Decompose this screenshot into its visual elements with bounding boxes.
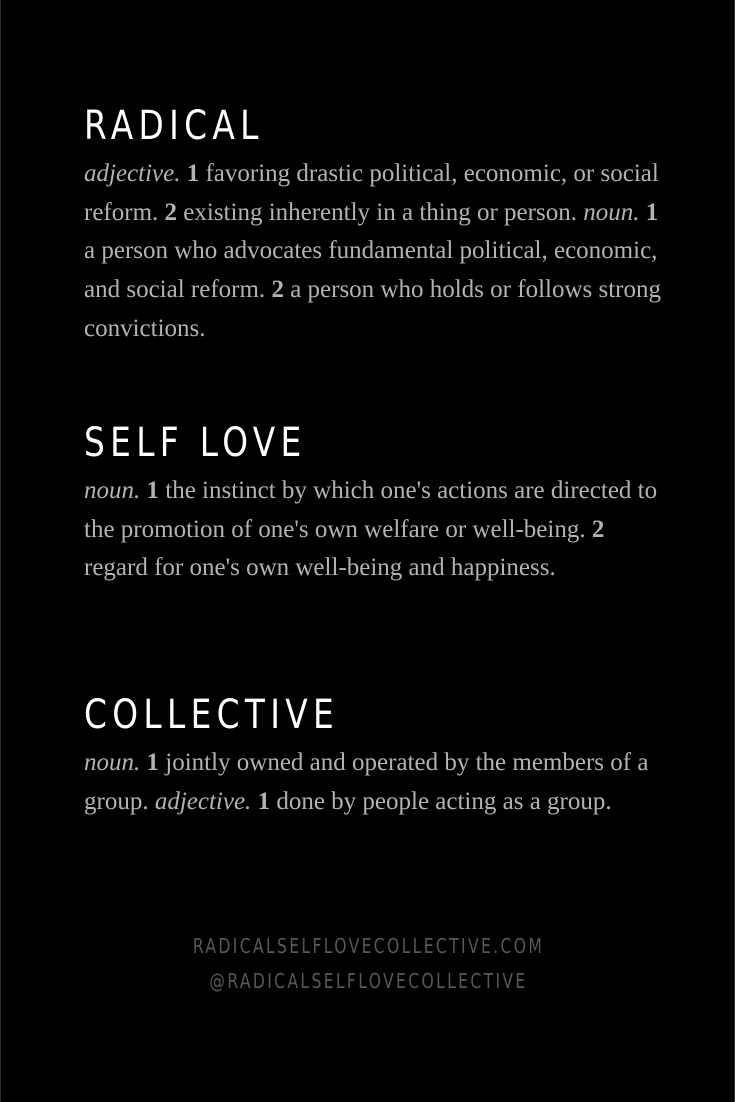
sense-number: 1 (146, 749, 159, 776)
definition-text: the instinct by which one's actions are directed to the promotion of one's own welfare or well-being. (84, 477, 658, 543)
definition-text: existing inherently in a thing or person. (177, 198, 584, 226)
part-of-speech: noun. (84, 477, 141, 504)
sense-number: 2 (591, 515, 605, 543)
entry-self-love (84, 420, 674, 588)
definition-text: a person who holds or follows strong convictions. (84, 276, 661, 342)
term-definition (84, 472, 674, 588)
sense-number: 2 (271, 276, 284, 304)
definition-text: favoring drastic political, economic, or social reform. (84, 160, 659, 226)
social-handle[interactable]: @RADICALSELFLOVECOLLECTIVE (209, 969, 528, 993)
term-heading: COLLECTIVE (84, 692, 340, 738)
term-definition (84, 155, 674, 349)
term-definition (84, 744, 674, 821)
part-of-speech: adjective. (84, 160, 181, 187)
term-heading: SELF LOVE (84, 420, 307, 466)
definition-text: done by people acting as a group. (270, 787, 612, 815)
sense-number: 1 (645, 198, 659, 226)
sense-number: 2 (164, 198, 178, 226)
sense-number: 1 (186, 160, 200, 187)
part-of-speech: adjective. (154, 787, 252, 815)
term-heading: RADICAL (84, 103, 264, 149)
definition-text: a person who advocates fundamental political, economic, and social reform. (84, 237, 658, 304)
website-link[interactable]: RADICALSELFLOVECOLLECTIVE.COM (192, 934, 545, 958)
sense-number: 1 (257, 787, 271, 815)
footer (1, 929, 735, 999)
entry-collective (84, 692, 674, 821)
part-of-speech: noun. (583, 198, 640, 226)
entry-radical (84, 103, 674, 349)
definition-text: regard for one's own well-being and happiness. (84, 554, 556, 582)
definition-text: jointly owned and operated by the members of a group. (84, 749, 649, 815)
part-of-speech: noun. (84, 749, 141, 776)
sense-number: 1 (146, 477, 159, 504)
